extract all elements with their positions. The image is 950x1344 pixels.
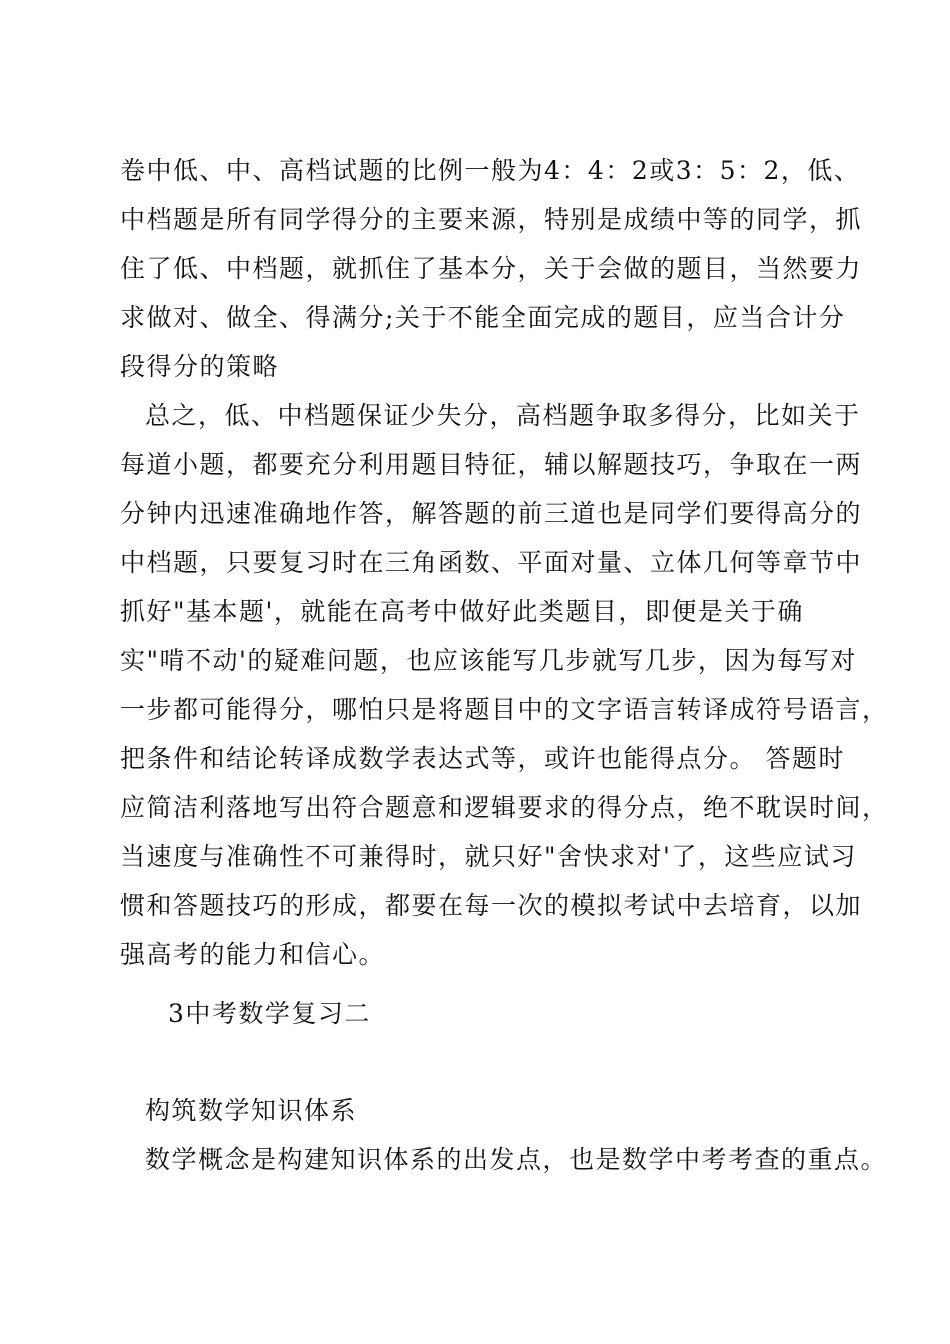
- paragraph-line: 一步都可能得分，哪怕只是将题目中的文字语言转译成符号语言，: [120, 695, 889, 724]
- paragraph-line: 求做对、做全、得满分;关于不能全面完成的题目，应当合计分: [120, 303, 846, 332]
- paragraph-line: 每道小题，都要充分利用题目特征，辅以解题技巧，争取在一两: [120, 450, 863, 479]
- paragraph-line: 惯和答题技巧的形成，都要在每一次的模拟考试中去培育，以加: [120, 891, 863, 920]
- paragraph-line: 当速度与准确性不可兼得时，就只好"舍快求对'了，这些应试习: [120, 842, 857, 871]
- paragraph-line: 卷中低、中、高档试题的比例一般为4：4：2或3：5：2，低、: [120, 156, 861, 185]
- paragraph-line: 把条件和结论转译成数学表达式等，或许也能得点分。 答题时: [120, 744, 845, 773]
- paragraph-line: 应简洁利落地写出符合题意和逻辑要求的得分点，绝不耽误时间，: [120, 793, 889, 822]
- paragraph-line: 段得分的策略: [120, 352, 280, 381]
- section-heading: 3中考数学复习二: [168, 999, 371, 1028]
- paragraph-line: 中档题，只要复习时在三角函数、平面对量、立体几何等章节中: [120, 548, 863, 577]
- paragraph-line: 总之，低、中档题保证少失分，高档题争取多得分，比如关于: [145, 401, 861, 430]
- paragraph-line: 数学概念是构建知识体系的出发点，也是数学中考考查的重点。: [145, 1145, 888, 1174]
- paragraph-line: 中档题是所有同学得分的主要来源，特别是成绩中等的同学，抓: [120, 205, 863, 234]
- paragraph-line: 强高考的能力和信心。: [120, 940, 386, 969]
- paragraph-line: 住了低、中档题，就抓住了基本分，关于会做的题目，当然要力: [120, 254, 863, 283]
- paragraph-line: 分钟内迅速准确地作答，解答题的前三道也是同学们要得高分的: [120, 499, 863, 528]
- subsection-heading: 构筑数学知识体系: [145, 1096, 358, 1125]
- paragraph-line: 抓好"基本题'，就能在高考中做好此类题目，即便是关于确: [120, 597, 804, 626]
- paragraph-line: 实"啃不动'的疑难问题，也应该能写几步就写几步，因为每写对: [120, 646, 857, 675]
